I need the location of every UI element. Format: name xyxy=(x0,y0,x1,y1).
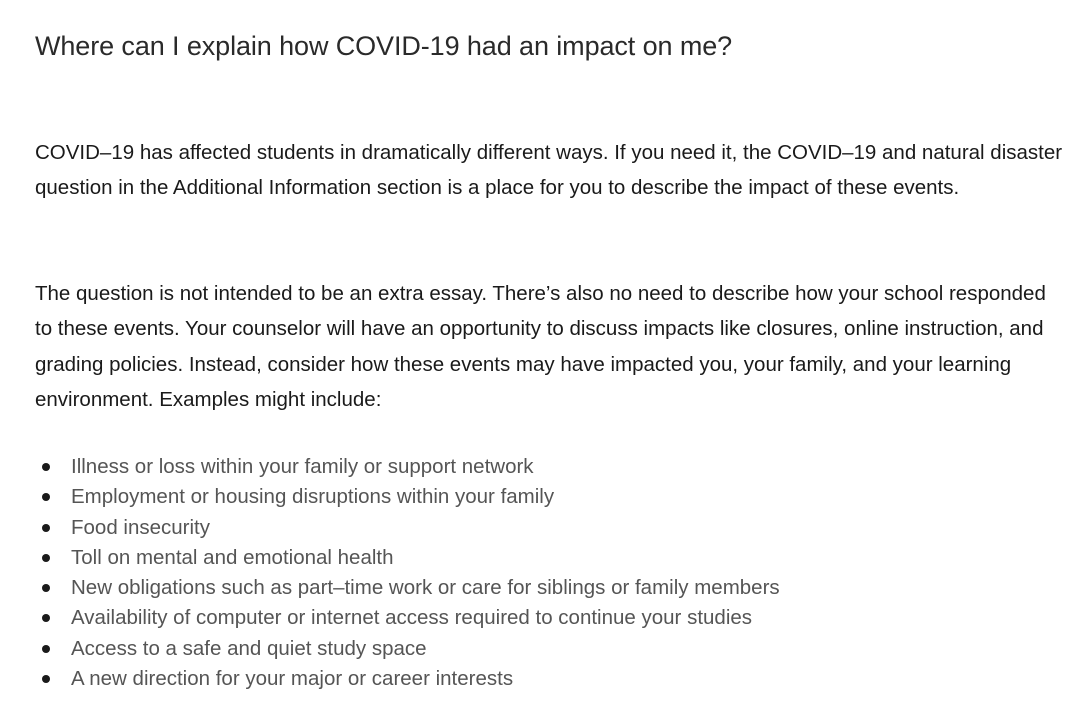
bullet-icon xyxy=(42,675,50,683)
list-item xyxy=(35,482,780,512)
bullet-icon xyxy=(42,584,50,592)
list-item-text: A new direction for your major or career interests xyxy=(71,667,514,691)
list-item xyxy=(35,634,780,664)
page-title: Where can I explain how COVID-19 had an impact on me? xyxy=(35,31,733,61)
list-item-text: Employment or housing disruptions within your family xyxy=(71,485,555,509)
list-item-text: Availability of computer or internet access required to continue your studies xyxy=(71,606,753,630)
bullet-icon xyxy=(42,524,50,532)
guidance-paragraph: The question is not intended to be an extra essay. There’s also no need to describe how your school responded to these events. Your counselor will have an opportunity to discuss impacts like closures, online instruction, and grading policies. Instead, consider how these events may have impacted you, your family, and your learning environment. Examples might include: xyxy=(35,282,1046,411)
intro-paragraph: COVID–19 has affected students in dramatically different ways. If you need it, the COVID–19 and natural disaster question in the Additional Information section is a place for you to describe the impact of these events. xyxy=(35,141,1063,200)
list-item xyxy=(35,603,780,633)
bullet-icon xyxy=(42,493,50,501)
list-item-text: Access to a safe and quiet study space xyxy=(71,636,427,660)
list-item-text: Food insecurity xyxy=(71,515,211,539)
bullet-icon xyxy=(42,463,50,471)
bullet-icon xyxy=(42,614,50,622)
examples-list xyxy=(35,452,780,694)
list-item-text: Illness or loss within your family or support network xyxy=(71,455,534,478)
bullet-icon xyxy=(42,645,50,653)
list-item xyxy=(35,452,780,482)
bullet-icon xyxy=(42,554,50,562)
list-item xyxy=(35,513,780,543)
article xyxy=(35,0,1065,691)
list-item-text: Toll on mental and emotional health xyxy=(71,545,394,569)
list-item xyxy=(35,573,780,603)
list-item-text: New obligations such as part–time work or care for siblings or family members xyxy=(71,576,780,600)
list-item xyxy=(35,664,780,694)
list-item xyxy=(35,543,780,573)
